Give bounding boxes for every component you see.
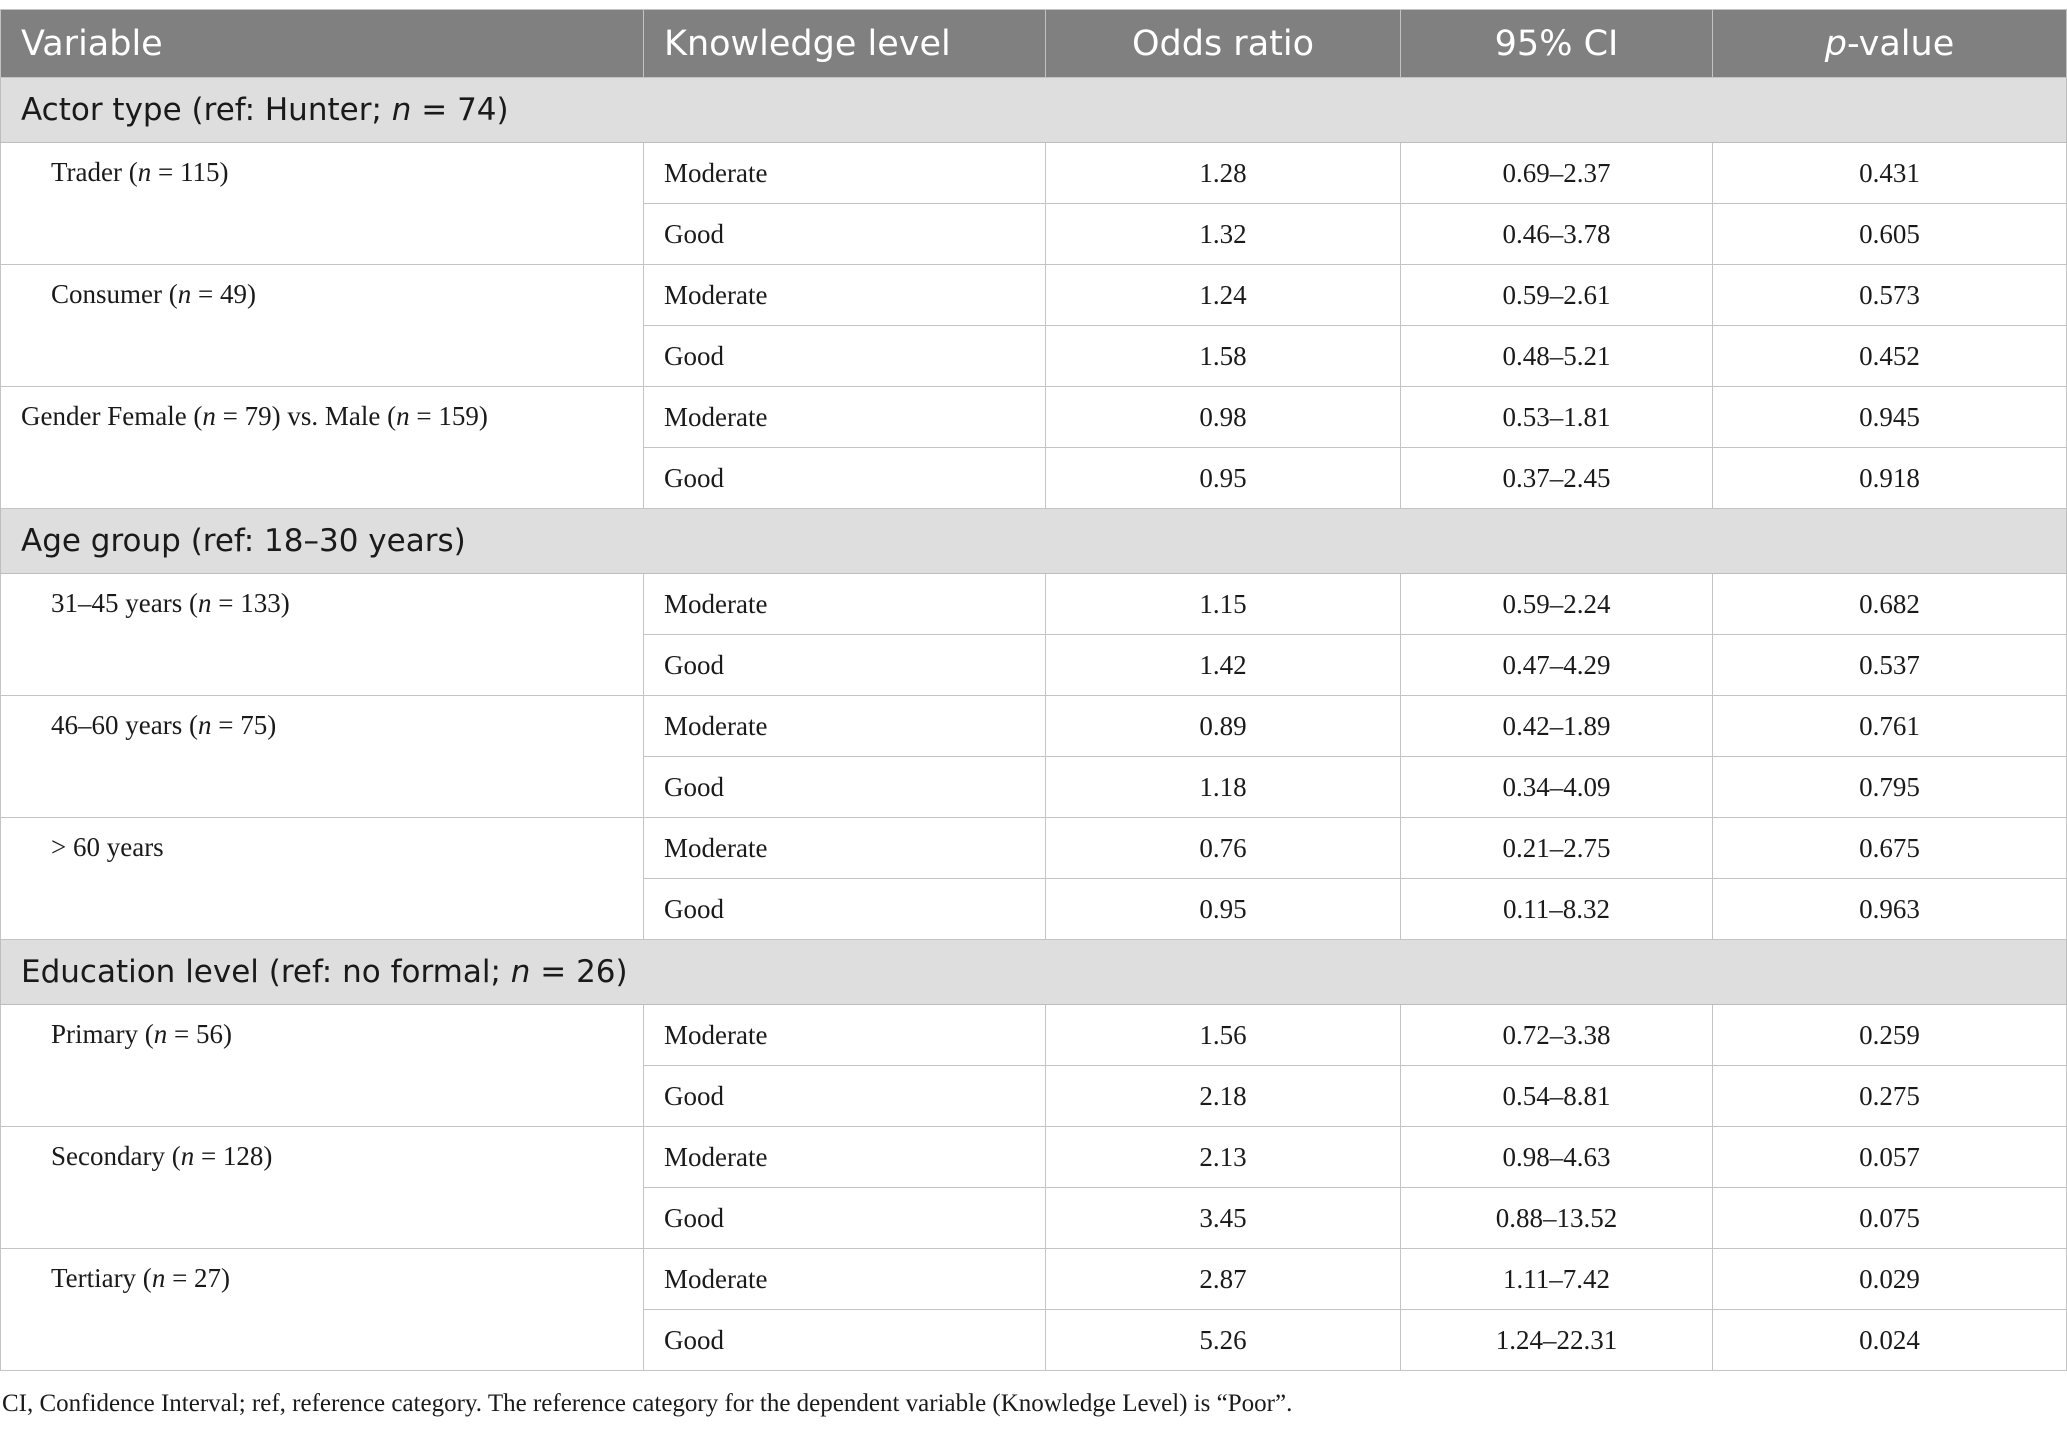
variable-cell-age-46-60 [1,696,644,818]
knowledge-level-cell: Good [644,204,1046,265]
odds-ratio-cell: 1.24 [1046,265,1401,326]
variable-text: Secondary ( [51,1141,181,1171]
group-text: Education level (ref: no formal; [21,954,511,990]
p-value-cell: 0.605 [1713,204,2067,265]
group-row-actor-type [1,78,2067,143]
odds-ratio-cell: 0.95 [1046,879,1401,940]
variable-text: 31–45 years ( [51,588,198,618]
variable-text: 46–60 years ( [51,710,198,740]
odds-ratio-table-container [0,9,2067,1371]
knowledge-level-cell: Good [644,326,1046,387]
p-value-cell: 0.761 [1713,696,2067,757]
p-value-cell: 0.537 [1713,635,2067,696]
p-value-cell: 0.431 [1713,143,2067,204]
header-p-italic: p [1824,23,1847,64]
knowledge-level-cell: Moderate [644,1127,1046,1188]
variable-cell-primary [1,1005,644,1127]
table-row-trader-moderate [1,143,2067,204]
ci-cell: 0.47–4.29 [1401,635,1713,696]
header-variable: Variable [1,10,644,78]
group-text: Actor type (ref: Hunter; [21,92,392,128]
table-row-consumer-moderate [1,265,2067,326]
group-text: = 74) [411,92,509,128]
p-value-cell: 0.918 [1713,448,2067,509]
odds-ratio-cell: 1.42 [1046,635,1401,696]
ci-cell: 0.11–8.32 [1401,879,1713,940]
table-footnote: CI, Confidence Interval; ref, reference category. The reference category for the dependent variable (Knowledge Level) is “Poor”. [2,1390,1293,1417]
variable-text: = 56) [167,1019,232,1049]
variable-text: = 115) [151,157,229,187]
p-value-cell: 0.573 [1713,265,2067,326]
header-ci: 95% CI [1401,10,1713,78]
variable-cell-gender [1,387,644,509]
knowledge-level-cell: Good [644,1310,1046,1371]
header-p-value [1713,10,2067,78]
odds-ratio-cell: 1.28 [1046,143,1401,204]
ci-cell: 0.42–1.89 [1401,696,1713,757]
knowledge-level-cell: Moderate [644,265,1046,326]
variable-text: = 128) [194,1141,273,1171]
ci-cell: 0.59–2.24 [1401,574,1713,635]
odds-ratio-cell: 1.58 [1046,326,1401,387]
table-row-secondary-moderate [1,1127,2067,1188]
ci-cell: 0.53–1.81 [1401,387,1713,448]
variable-cell-secondary [1,1127,644,1249]
ci-cell: 0.46–3.78 [1401,204,1713,265]
n-symbol: n [153,1019,168,1049]
knowledge-level-cell: Good [644,1066,1046,1127]
variable-text: Primary ( [51,1019,154,1049]
knowledge-level-cell: Good [644,448,1046,509]
p-value-cell: 0.963 [1713,879,2067,940]
table-row-tertiary-moderate [1,1249,2067,1310]
n-symbol: n [177,279,192,309]
group-label-actor-type [1,78,2067,143]
ci-cell: 0.72–3.38 [1401,1005,1713,1066]
variable-cell-age-31-45 [1,574,644,696]
ci-cell: 0.69–2.37 [1401,143,1713,204]
knowledge-level-cell: Moderate [644,1249,1046,1310]
variable-text: Gender Female ( [21,401,203,431]
knowledge-level-cell: Good [644,757,1046,818]
odds-ratio-cell: 0.98 [1046,387,1401,448]
n-symbol: n [151,1263,166,1293]
p-value-cell: 0.275 [1713,1066,2067,1127]
ci-cell: 0.88–13.52 [1401,1188,1713,1249]
variable-text: = 75) [211,710,277,740]
ci-cell: 0.37–2.45 [1401,448,1713,509]
variable-text: Tertiary ( [51,1263,152,1293]
ci-cell: 0.54–8.81 [1401,1066,1713,1127]
odds-ratio-cell: 1.15 [1046,574,1401,635]
header-row [1,10,2067,78]
odds-ratio-cell: 3.45 [1046,1188,1401,1249]
odds-ratio-cell: 0.89 [1046,696,1401,757]
table-row-age31-moderate [1,574,2067,635]
n-symbol: n [197,710,212,740]
odds-ratio-cell: 2.18 [1046,1066,1401,1127]
knowledge-level-cell: Good [644,1188,1046,1249]
ci-cell: 0.98–4.63 [1401,1127,1713,1188]
odds-ratio-cell: 2.87 [1046,1249,1401,1310]
odds-ratio-cell: 5.26 [1046,1310,1401,1371]
p-value-cell: 0.682 [1713,574,2067,635]
knowledge-level-cell: Moderate [644,143,1046,204]
p-value-cell: 0.945 [1713,387,2067,448]
table-row-age46-moderate [1,696,2067,757]
ci-cell: 0.59–2.61 [1401,265,1713,326]
table-row-age60-moderate [1,818,2067,879]
n-symbol: n [510,954,531,990]
odds-ratio-cell: 2.13 [1046,1127,1401,1188]
ci-cell: 1.24–22.31 [1401,1310,1713,1371]
odds-ratio-table [0,9,2067,1371]
p-value-cell: 0.057 [1713,1127,2067,1188]
n-symbol: n [391,92,412,128]
table-header [1,10,2067,78]
knowledge-level-cell: Moderate [644,387,1046,448]
group-row-education [1,940,2067,1005]
p-value-cell: 0.029 [1713,1249,2067,1310]
knowledge-level-cell: Moderate [644,574,1046,635]
p-value-cell: 0.259 [1713,1005,2067,1066]
p-value-cell: 0.675 [1713,818,2067,879]
p-value-cell: 0.075 [1713,1188,2067,1249]
odds-ratio-cell: 1.56 [1046,1005,1401,1066]
group-text: = 26) [530,954,628,990]
group-label-education [1,940,2067,1005]
p-value-cell: 0.452 [1713,326,2067,387]
variable-text: = 133) [211,588,290,618]
p-value-cell: 0.024 [1713,1310,2067,1371]
n-symbol: n [396,401,410,431]
odds-ratio-cell: 0.95 [1046,448,1401,509]
header-odds-ratio: Odds ratio [1046,10,1401,78]
n-symbol: n [137,157,152,187]
variable-cell-trader [1,143,644,265]
variable-cell-tertiary [1,1249,644,1371]
variable-cell-age-over-60: > 60 years [1,818,644,940]
knowledge-level-cell: Moderate [644,1005,1046,1066]
ci-cell: 0.48–5.21 [1401,326,1713,387]
header-p-suffix: -value [1846,23,1955,64]
knowledge-level-cell: Good [644,635,1046,696]
ci-cell: 1.11–7.42 [1401,1249,1713,1310]
group-label-age: Age group (ref: 18–30 years) [1,509,2067,574]
n-symbol: n [197,588,212,618]
variable-text: = 79) vs. Male ( [215,401,397,431]
n-symbol: n [202,401,216,431]
variable-text: = 27) [165,1263,231,1293]
group-row-age [1,509,2067,574]
odds-ratio-cell: 0.76 [1046,818,1401,879]
variable-text: Consumer ( [51,279,178,309]
header-knowledge-level: Knowledge level [644,10,1046,78]
table-row-primary-moderate [1,1005,2067,1066]
variable-cell-consumer [1,265,644,387]
n-symbol: n [180,1141,195,1171]
table-row-gender-moderate [1,387,2067,448]
knowledge-level-cell: Moderate [644,818,1046,879]
variable-text: Trader ( [51,157,138,187]
odds-ratio-cell: 1.18 [1046,757,1401,818]
odds-ratio-cell: 1.32 [1046,204,1401,265]
ci-cell: 0.34–4.09 [1401,757,1713,818]
ci-cell: 0.21–2.75 [1401,818,1713,879]
knowledge-level-cell: Moderate [644,696,1046,757]
p-value-cell: 0.795 [1713,757,2067,818]
variable-text: = 49) [191,279,256,309]
knowledge-level-cell: Good [644,879,1046,940]
variable-text: = 159) [409,401,488,431]
